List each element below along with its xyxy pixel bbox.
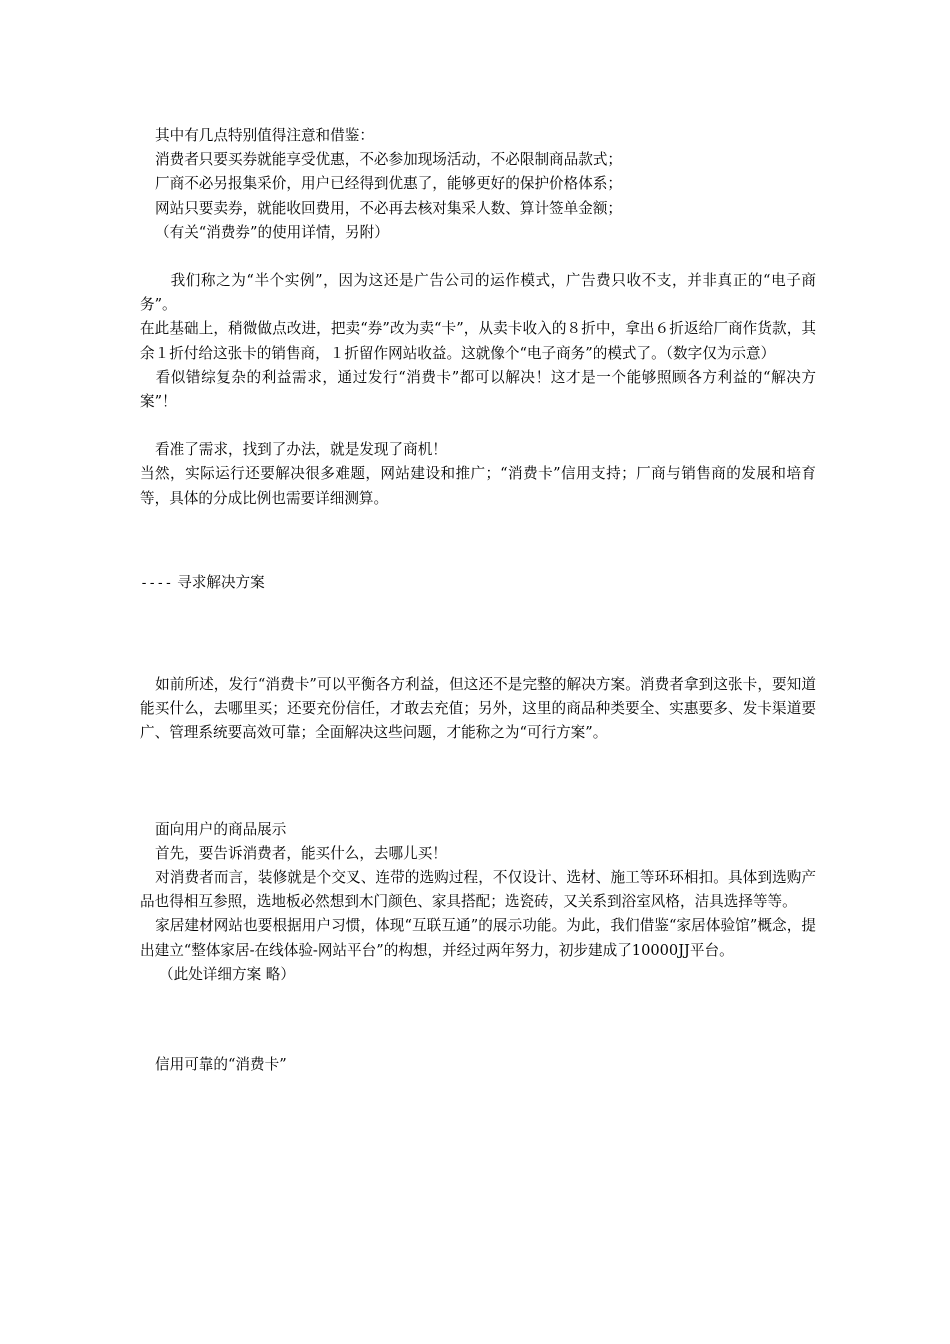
section1-intro: 其中有几点特别值得注意和借鉴： xyxy=(155,127,374,144)
spacer xyxy=(140,414,816,438)
section5-paragraph-2 xyxy=(140,866,816,914)
section5-paragraph-2-text: 对消费者而言，装修就是个交叉、连带的选购过程，不仅设计、选材、施工等环环相扣。具体到选购产品也得相互参照，选地板必然想到木门颜色、家具搭配；选瓷砖，又关系到浴室风格，洁具选择等等。 xyxy=(140,869,816,911)
section5-paragraph-3 xyxy=(140,914,816,962)
spacer xyxy=(140,245,816,269)
section5-title: 面向用户的商品展示 xyxy=(155,820,287,838)
spacer xyxy=(140,987,816,1053)
section3-paragraph-1: 看准了需求，找到了办法，就是发现了商机！ xyxy=(155,441,447,459)
section2-paragraph-1-text: 我们称之为“半个实例”，因为这还是广告公司的运作模式，广告费只收不支，并非真正的“电子商务”。 xyxy=(140,272,816,314)
document-page xyxy=(140,124,816,1077)
section2-paragraph-1 xyxy=(140,269,816,317)
section1-point-2: 厂商不必另报集采价，用户已经得到优惠了，能够更好的保护价格体系； xyxy=(155,175,623,193)
heading-title: 寻求解决方案 xyxy=(177,573,265,591)
section5-paragraph-3-text: 家居建材网站也要根据用户习惯，体现“互联互通”的展示功能。为此，我们借鉴“家居体验馆”概念，提出建立“整体家居-在线体验-网站平台”的构想，并经过两年努力，初步建成了10000JJ平台。 xyxy=(140,917,816,959)
section2-paragraph-3 xyxy=(140,366,816,414)
section5-note: （此处详细方案 略） xyxy=(159,965,295,983)
section2-paragraph-2: 在此基础上，稍微做点改进，把卖“券”改为卖“卡”，从卖卡收入的８折中，拿出６折返给厂商作货款，其余１折付给这张卡的销售商，１折留作网站收益。这就像个“电子商务”的模式了。（数字仅为示意） xyxy=(140,320,816,362)
section2-paragraph-3-text: 看似错综复杂的利益需求，通过发行“消费卡”都可以解决！这才是一个能够照顾各方利益的“解决方案”！ xyxy=(140,368,816,411)
section1-note: （有关“消费券”的使用详情，另附） xyxy=(155,223,389,241)
section-heading xyxy=(140,571,816,595)
spacer xyxy=(140,746,816,818)
section1-point-1: 消费者只要买券就能享受优惠，不必参加现场活动，不必限制商品款式； xyxy=(155,151,623,169)
spacer xyxy=(140,511,816,571)
heading-dashes: ---- xyxy=(140,574,173,591)
section6-title: 信用可靠的“消费卡” xyxy=(155,1056,287,1074)
section3-paragraph-2: 当然，实际运行还要解决很多难题，网站建设和推广；“消费卡”信用支持；厂商与销售商的发展和培育等，具体的分成比例也需要详细测算。 xyxy=(140,465,816,507)
section4-paragraph-1 xyxy=(140,673,816,746)
section1-point-3: 网站只要卖券，就能收回费用，不必再去核对集采人数、算计签单金额； xyxy=(155,199,623,217)
section5-paragraph-1: 首先，要告诉消费者，能买什么，去哪儿买！ xyxy=(155,844,447,862)
section4-paragraph-1-text: 如前所述，发行“消费卡”可以平衡各方利益，但这还不是完整的解决方案。消费者拿到这张卡，要知道能买什么，去哪里买；还要充份信任，才敢去充值；另外，这里的商品种类要全、实惠要多、发卡渠道要广、管理系统要高效可靠；全面解决这些问题，才能称之为“可行方案”。 xyxy=(140,676,816,742)
spacer xyxy=(140,595,816,673)
